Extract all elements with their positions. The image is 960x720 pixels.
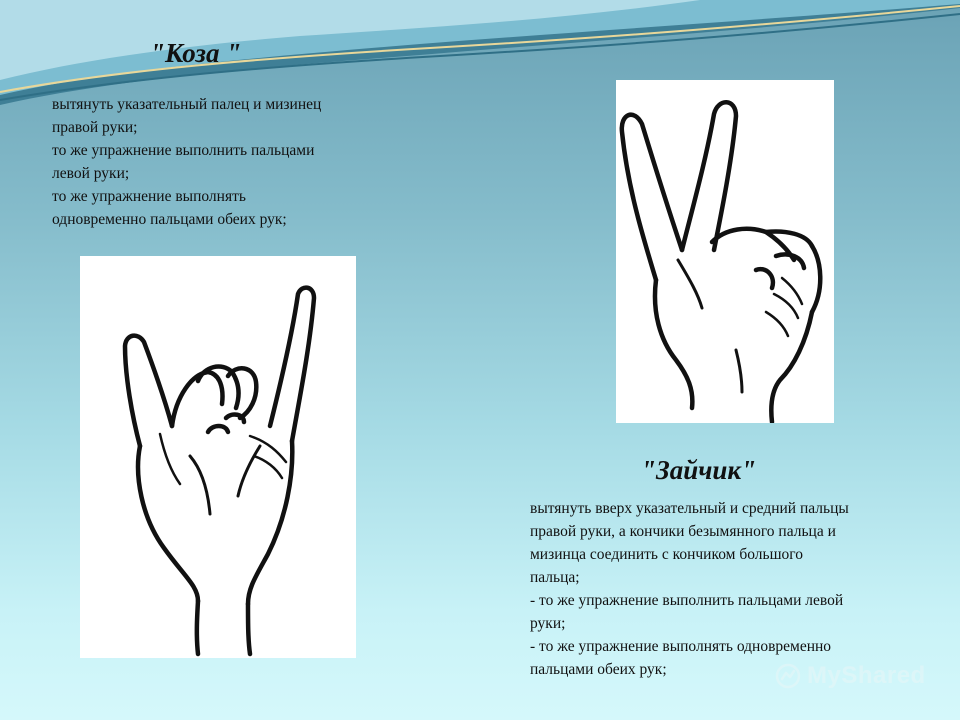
koza-line: одновременно пальцами обеих рук; [52, 211, 287, 228]
zaichik-line: руки; [530, 615, 566, 632]
koza-line: то же упражнение выполнять [52, 188, 246, 205]
horns-hand-gesture-icon [80, 256, 356, 658]
zaichik-description [530, 497, 940, 681]
zaichik-line: пальцами обеих рук; [530, 661, 667, 678]
zaichik-line: - то же упражнение выполнить пальцами левой [530, 592, 844, 609]
koza-line: вытянуть указательный палец и мизинец [52, 96, 322, 113]
zaichik-title: "Зайчик" [641, 455, 757, 485]
zaichik-hand-image [616, 80, 834, 423]
zaichik-line: мизинца соединить с кончиком большого [530, 546, 804, 563]
myshared-watermark [775, 660, 935, 692]
zaichik-line: правой руки, а кончики безымянного пальца и [530, 523, 836, 540]
koza-line: правой руки; [52, 119, 138, 136]
koza-line: то же упражнение выполнить пальцами [52, 142, 315, 159]
myshared-logo-icon [775, 663, 801, 689]
bunny-hand-gesture-icon [616, 80, 834, 423]
koza-title: "Коза " [150, 38, 242, 68]
watermark-text: MyShared [807, 662, 926, 689]
koza-hand-image [80, 256, 356, 658]
koza-line: левой руки; [52, 165, 130, 182]
zaichik-line: вытянуть вверх указательный и средний пальцы [530, 500, 849, 517]
zaichik-line: - то же упражнение выполнять одновременно [530, 638, 832, 655]
zaichik-line: пальца; [530, 569, 580, 586]
koza-description [52, 93, 412, 231]
